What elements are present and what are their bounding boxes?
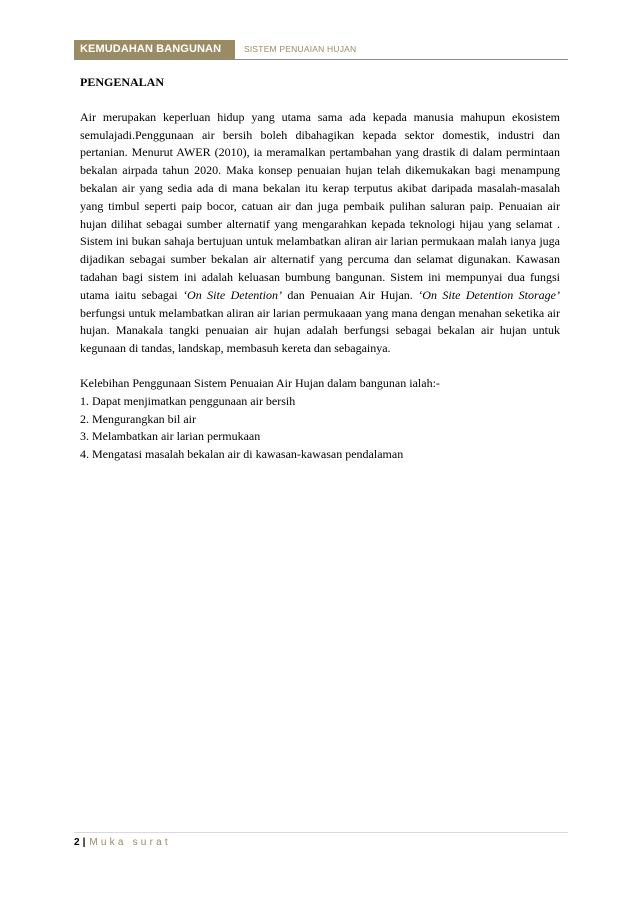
page-footer bbox=[74, 836, 171, 850]
footer-separator: | bbox=[82, 837, 86, 848]
advantages-list bbox=[80, 393, 560, 464]
page-number: 2 bbox=[74, 837, 80, 848]
paragraph-text-c: berfungsi untuk melambatkan aliran air larian permukaaan yang mana dengan menahan seketika air hujan. Manakala tangki penuaian air hujan adalah berfungsi sebagai bekalan air hujan untuk kegunaan di tandas, landskap, membasuh kereta dan sebagainya. bbox=[80, 305, 560, 356]
document-body bbox=[80, 74, 560, 464]
header-subtitle: SISTEM PENUAIAN HUJAN bbox=[244, 44, 357, 54]
list-item: 4. Mengatasi masalah bekalan air di kawasan-kawasan pendalaman bbox=[80, 447, 404, 462]
term-on-site-detention-storage: ‘On Site Detention Storage’ bbox=[418, 287, 560, 302]
list-item: 3. Melambatkan air larian permukaan bbox=[80, 429, 261, 444]
footer-page-label: Muka surat bbox=[89, 837, 171, 848]
term-on-site-detention: ‘On Site Detention’ bbox=[183, 287, 282, 302]
list-item: 1. Dapat menjimatkan penggunaan air bersih bbox=[80, 393, 296, 408]
header-section-label: KEMUDAHAN BANGUNAN bbox=[74, 40, 235, 59]
intro-paragraph bbox=[80, 109, 560, 358]
list-item: 2. Mengurangkan bil air bbox=[80, 411, 196, 426]
paragraph-text-a: Air merupakan keperluan hidup yang utama sama ada kepada manusia mahupun ekosistem semulajadi.Penggunaan air bersih boleh dibahagikan kepada sektor domestik, industri dan pertanian. Menurut AWER (2010), ia meramalkan pertambahan yang drastik di dalam permintaan bekalan airpada tahun 2020. Maka konsep penuaian hujan telah dikemukakan bagi menampung bekalan air yang sedia ada di mana bekalan itu kerap terputus akibat daripada masalah-masalah yang timbul seperti paip bocor, catuan air dan juga pembaik pulihan saluran paip. Penuaian air hujan dilihat sebagai sumber alternatif yang mengarahkan kepada teknologi hijau yang selamat . Sistem ini bukan sahaja bertujuan untuk melambatkan aliran air larian permukaan malah ianya juga dijadikan sebagai sumber bekalan air alternatif yang percuma dan selamat digunakan. Kawasan tadahan bagi sistem ini adalah keluasan bumbung bangunan. Sistem ini mempunyai dua fungsi utama iaitu sebagai bbox=[80, 109, 560, 302]
page-header bbox=[74, 40, 568, 60]
paragraph-text-b: dan Penuaian Air Hujan. bbox=[281, 287, 419, 302]
advantages-intro: Kelebihan Penggunaan Sistem Penuaian Air Hujan dalam bangunan ialah:- bbox=[80, 375, 440, 390]
section-heading: PENGENALAN bbox=[80, 75, 165, 89]
footer-divider bbox=[74, 832, 568, 833]
